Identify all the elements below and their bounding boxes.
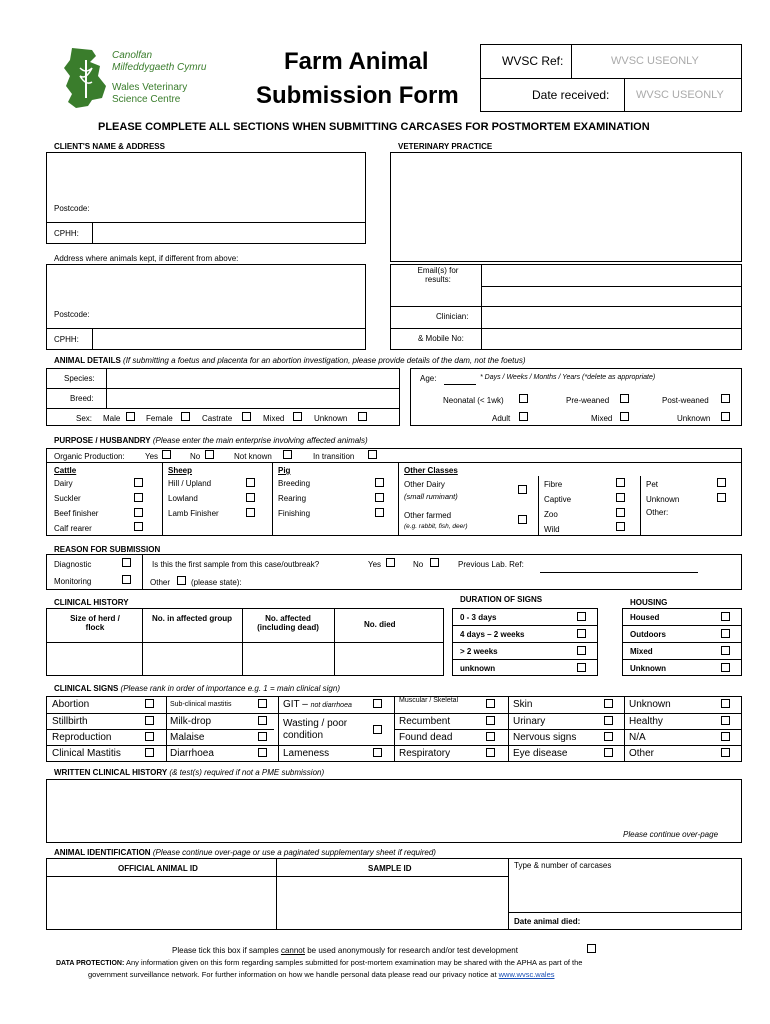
sheep-lowland-checkbox[interactable] [246,493,255,502]
class-item: Captive [544,495,572,504]
git-checkbox[interactable] [373,699,382,708]
sheep-lamb-checkbox[interactable] [246,508,255,517]
sheep-heading: Sheep [168,466,193,475]
sign-item: Abortion [52,699,90,710]
page-title-line2: Submission Form [256,82,459,109]
unknown2-label: Unknown [677,414,711,423]
outdoors-checkbox[interactable] [721,629,730,638]
sign-item: Sub-clinical mastitis [170,701,232,708]
sex-castrate-checkbox[interactable] [242,412,251,421]
clinical-col3: No. affected (including dead) [257,614,319,632]
muscular-checkbox[interactable] [486,699,495,708]
sign-item: Stillbirth [52,716,88,727]
reason-heading: REASON FOR SUBMISSION [54,545,161,554]
org-name-en2: Science Centre [112,94,181,105]
duration-unknown-checkbox[interactable] [577,663,586,672]
neonatal-label: Neonatal (< 1wk) [443,396,504,405]
sex-male-checkbox[interactable] [126,412,135,421]
wild-checkbox[interactable] [616,522,625,531]
adult-checkbox[interactable] [519,412,528,421]
logo [62,46,112,110]
org-name-cy1: Canolfan [112,50,153,61]
sign-item: Unknown [629,699,671,710]
postweaned-label: Post-weaned [662,396,709,405]
sex-unknown-label: Unknown [314,414,348,423]
sex-female-label: Female [146,414,173,423]
class-item: Zoo [544,510,558,519]
sign-item: Clinical Mastitis [52,748,121,759]
captive-checkbox[interactable] [616,493,625,502]
class-unknown-checkbox[interactable] [717,493,726,502]
housing-item: Mixed [630,647,653,656]
wales-map-logo-icon [62,46,112,110]
postweaned-checkbox[interactable] [721,394,730,403]
first-sample-label: Is this the first sample from this case/outbreak? [152,560,320,569]
written-heading: WRITTEN CLINICAL HISTORY (& test(s) required if not a PME submission) [54,768,325,777]
privacy-link[interactable]: www.wvsc.wales [498,970,555,979]
instruction: PLEASE COMPLETE ALL SECTIONS WHEN SUBMITTING CARCASES FOR POSTMORTEM EXAMINATION [98,121,650,133]
cattle-item: Dairy [54,479,73,488]
client-heading: CLIENT'S NAME & ADDRESS [54,142,165,151]
sex-female-checkbox[interactable] [181,412,190,421]
sign-item: Milk-drop [170,716,212,727]
sheep-hill-checkbox[interactable] [246,478,255,487]
diagnostic-label: Diagnostic [54,560,92,569]
housing-mixed-checkbox[interactable] [721,646,730,655]
anon-tick-text: Please tick this box if samples cannot be used anonymously for research and/or test development [172,946,518,955]
stillbirth-checkbox[interactable] [145,716,154,725]
clinical-mastitis-checkbox[interactable] [145,748,154,757]
other-dairy-label: Other Dairy [404,480,445,489]
fibre-checkbox[interactable] [616,478,625,487]
class-item: Wild [544,525,560,534]
housing-item: Outdoors [630,630,666,639]
monitoring-label: Monitoring [54,577,92,586]
cattle-item: Beef finisher [54,509,99,518]
zoo-checkbox[interactable] [616,508,625,517]
pig-item: Rearing [278,494,307,503]
git-label: GIT – not diarrhoea [283,699,352,710]
sign-item: Healthy [629,716,663,727]
sign-item: Diarrhoea [170,748,214,759]
continue-overpage: Please continue over-page [623,830,719,839]
clinician-label: Clinician: [436,312,469,321]
monitoring-checkbox[interactable] [122,575,131,584]
sign-item: Respiratory [399,748,451,759]
age-label: Age: [420,374,437,383]
please-state-label: (please state): [191,578,242,587]
duration-item: 0 - 3 days [460,613,497,622]
breed-label: Breed: [70,394,94,403]
sheep-item: Lowland [168,494,198,503]
cattle-item: Suckler [54,494,81,503]
organic-no-label: No [190,452,201,461]
vet-heading: VETERINARY PRACTICE [398,142,493,151]
postcode-label: Postcode: [54,204,90,213]
mobile-label: & Mobile No: [418,334,464,343]
other-dairy-checkbox[interactable] [518,485,527,494]
email-label: Email(s) for results: [417,266,459,284]
housing-item: Housed [630,613,660,622]
nervous-checkbox[interactable] [604,732,613,741]
sign-item: Urinary [513,716,546,727]
date-received-value[interactable]: WVSC USEONLY [636,89,724,101]
lameness-checkbox[interactable] [373,748,382,757]
first-yes-checkbox[interactable] [386,558,395,567]
sign-item: N/A [629,732,646,743]
eye-checkbox[interactable] [604,748,613,757]
anon-checkbox[interactable] [587,944,596,953]
data-protection-text: DATA PROTECTION: Any information given on this form regarding samples submitted for post-mortem examination may be shared with the APHA as part of the [56,958,583,967]
class-item: Pet [646,480,659,489]
purpose-heading: PURPOSE / HUSBANDRY (Please enter the main enterprise involving affected animals) [54,436,368,445]
sign-item: Muscular / Skeletal [399,697,459,704]
organic-transition-label: In transition [313,452,355,461]
preweaned-checkbox[interactable] [620,394,629,403]
housing-unknown-checkbox[interactable] [721,663,730,672]
sign-item: Reproduction [52,732,112,743]
pig-breeding-checkbox[interactable] [375,478,384,487]
organic-yes-label: Yes [145,452,159,461]
alt-address-field[interactable] [46,264,366,350]
signs-other-checkbox[interactable] [721,748,730,757]
na-checkbox[interactable] [721,732,730,741]
other-label: Other [150,578,171,587]
signs-unknown-checkbox[interactable] [721,699,730,708]
preweaned-label: Pre-weaned [566,396,610,405]
cphh-label: CPHH: [54,229,79,238]
organic-label: Organic Production: [54,452,125,461]
sign-item: Malaise [170,732,205,743]
duration-2w-checkbox[interactable] [577,646,586,655]
organic-notknown-label: Not known [234,452,272,461]
sign-item: Other [629,748,655,759]
wvsc-ref-label: WVSC Ref: [502,54,564,68]
healthy-checkbox[interactable] [721,716,730,725]
class-item: Unknown [646,495,680,504]
cattle-item: Calf rearer [54,524,92,533]
wasting-label: Wasting / poor condition [283,718,348,741]
sign-item: Nervous signs [513,732,577,743]
other-classes-heading: Other Classes [404,466,458,475]
alt-address-label: Address where animals kept, if different from above: [54,254,239,263]
clinical-col4: No. died [364,620,396,629]
small-ruminant-label: (small ruminant) [404,492,458,501]
cattle-beef-checkbox[interactable] [134,508,143,517]
duration-0-3-checkbox[interactable] [577,612,586,621]
pig-item: Breeding [278,479,311,488]
clinical-col1: Size of herd / flock [70,614,120,632]
sheep-item: Hill / Upland [168,479,212,488]
org-name-cy2: Milfeddygaeth Cymru [112,62,207,73]
recumbent-checkbox[interactable] [486,716,495,725]
first-yes-label: Yes [368,560,382,569]
mixed2-label: Mixed [591,414,613,423]
official-id-header: OFFICIAL ANIMAL ID [118,864,198,873]
pig-finishing-checkbox[interactable] [375,508,384,517]
organic-yes-checkbox[interactable] [162,450,171,459]
lameness-label: Lameness [283,748,330,759]
postcode2-label: Postcode: [54,310,90,319]
skin-checkbox[interactable] [604,699,613,708]
first-no-label: No [413,560,424,569]
page-title-line1: Farm Animal [284,48,429,75]
diagnostic-checkbox[interactable] [122,558,131,567]
date-died-label: Date animal died: [514,917,581,926]
cattle-heading: Cattle [54,466,77,475]
sign-item: Skin [513,699,533,710]
class-item: Fibre [544,480,563,489]
duration-item: 4 days – 2 weeks [460,630,525,639]
mixed2-checkbox[interactable] [620,412,629,421]
pig-item: Finishing [278,509,311,518]
sign-item: Found dead [399,732,453,743]
animal-heading: ANIMAL DETAILS (If submitting a foetus and placenta for an abortion investigation, please provide details of the dam, not the foetus) [54,356,526,365]
respiratory-checkbox[interactable] [486,748,495,757]
cattle-suckler-checkbox[interactable] [134,493,143,502]
housing-heading: HOUSING [630,598,668,607]
housed-checkbox[interactable] [721,612,730,621]
data-protection-text2: government surveillance network. For further information on how we handle personal data please read our privacy notice at www.wvsc.wales [88,970,555,979]
sex-unknown-checkbox[interactable] [358,412,367,421]
adult-label: Adult [492,414,511,423]
pig-heading: Pig [278,466,291,475]
sign-item: Eye disease [513,748,568,759]
signs-heading: CLINICAL SIGNS (Please rank in order of importance e.g. 1 = main clinical sign) [54,684,340,693]
other-farmed-checkbox[interactable] [518,515,527,524]
organic-notknown-checkbox[interactable] [283,450,292,459]
client-address-field[interactable] [46,152,366,244]
cphh2-label: CPHH: [54,335,79,344]
cattle-calf-checkbox[interactable] [134,522,143,531]
abortion-checkbox[interactable] [145,699,154,708]
pig-rearing-checkbox[interactable] [375,493,384,502]
sex-male-label: Male [103,414,121,423]
neonatal-checkbox[interactable] [519,394,528,403]
prev-ref-label: Previous Lab. Ref: [458,560,524,569]
reason-other-checkbox[interactable] [177,576,186,585]
housing-item: Unknown [630,664,666,673]
organic-transition-checkbox[interactable] [368,450,377,459]
age-units: * Days / Weeks / Months / Years (*delete as appropriate) [480,374,656,381]
duration-heading: DURATION OF SIGNS [460,595,543,604]
first-no-checkbox[interactable] [430,558,439,567]
sex-mixed-label: Mixed [263,414,285,423]
other-farmed-label: Other farmed [404,511,452,520]
ident-heading: ANIMAL IDENTIFICATION (Please continue over-page or use a paginated supplementary sheet if required) [54,848,436,857]
type-number-label: Type & number of carcases [514,861,612,870]
sign-item: Recumbent [399,716,451,727]
milkdrop-checkbox[interactable] [258,716,267,725]
unknown2-checkbox[interactable] [721,412,730,421]
organic-no-checkbox[interactable] [205,450,214,459]
sheep-item: Lamb Finisher [168,509,219,518]
date-received-label: Date received: [532,88,610,102]
duration-4d-2w-checkbox[interactable] [577,629,586,638]
sex-label: Sex: [76,414,93,423]
sex-castrate-label: Castrate [202,414,233,423]
reproduction-checkbox[interactable] [145,732,154,741]
org-name-en1: Wales Veterinary [112,82,188,93]
vet-practice-field[interactable] [390,152,742,262]
subclinical-checkbox[interactable] [258,699,267,708]
pet-checkbox[interactable] [717,478,726,487]
species-label: Species: [64,374,95,383]
diarrhoea-checkbox[interactable] [258,748,267,757]
sample-id-header: SAMPLE ID [368,864,412,873]
wasting-checkbox[interactable] [373,725,382,734]
cattle-dairy-checkbox[interactable] [134,478,143,487]
class-item: Other: [646,508,669,517]
sex-mixed-checkbox[interactable] [293,412,302,421]
other-farmed-eg: (e.g. rabbit, fish, deer) [404,523,468,530]
duration-item: > 2 weeks [460,647,498,656]
clinical-col2: No. in affected group [152,614,232,623]
found-dead-checkbox[interactable] [486,732,495,741]
malaise-checkbox[interactable] [258,732,267,741]
wvsc-ref-value[interactable]: WVSC USEONLY [611,55,699,67]
duration-item: unknown [460,664,496,673]
urinary-checkbox[interactable] [604,716,613,725]
clinical-heading: CLINICAL HISTORY [54,598,129,607]
